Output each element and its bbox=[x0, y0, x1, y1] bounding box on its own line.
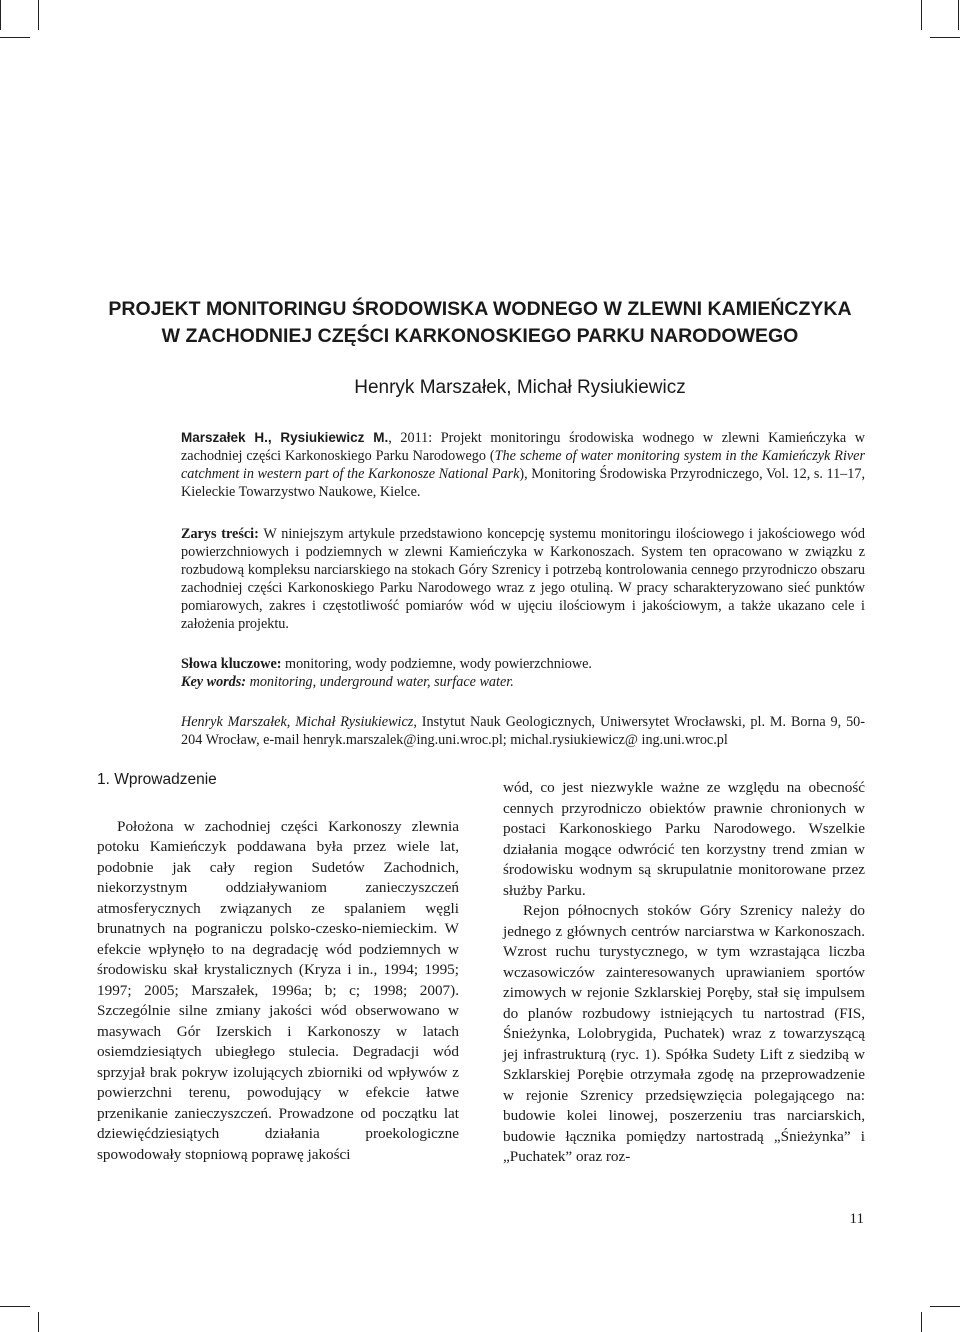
affiliation-names: Henryk Marszałek, Michał Rysiukiewicz bbox=[181, 714, 414, 730]
right-paragraph-1: wód, co jest niezwykle ważne ze względu na obecność cennych przyrodniczo obiektów prawnie chronionych w postaci Karkonoskiego Parku Narodowego. Wszelkie działania mogące odwrócić ten korzystny trend zmian w środowisku wodnym są skrupulatnie monitorowane przez służby Parku. bbox=[503, 779, 865, 899]
right-column bbox=[503, 778, 865, 1168]
title-line-2: W ZACHODNIEJ CZĘŚCI KARKONOSKIEGO PARKU NARODOWEGO bbox=[161, 325, 799, 347]
keywords-pl-text: monitoring, wody podziemne, wody powierzchniowe. bbox=[281, 656, 592, 672]
abstract-text: W niniejszym artykule przedstawiono koncepcję systemu monitoringu ilościowego i jakościowego wód powierzchniowych i podziemnych w zlewni Kamieńczyka w Karkonoszach. System ten opracowano w związku z rozbudową kompleksu narciarskiego na stokach Góry Szrenicy i potrzebą kontrolowania cennego przyrodniczo obszaru zachodniej części Karkonoskiego Parku Narodowego wraz z jego otuliną. W pracy scharakteryzowano sieć punktów pomiarowych, zakres i częstotliwość pomiarów wód w ujęciu ilościowym i jakościowym, a także ukazano cele i założenia projektu. bbox=[181, 526, 865, 632]
citation-block bbox=[181, 429, 865, 501]
crop-mark-left-horizontal bbox=[0, 37, 30, 38]
crop-mark-top-right bbox=[921, 0, 922, 30]
crop-mark-top-right-2 bbox=[958, 0, 959, 30]
page-number: 11 bbox=[849, 1211, 864, 1227]
crop-mark-right-horizontal bbox=[930, 37, 960, 38]
abstract-label: Zarys treści: bbox=[181, 526, 259, 542]
right-paragraph-2: Rejon północnych stoków Góry Szrenicy należy do jednego z głównych centrów narciarstwa w Karkonoszach. Wzrost ruchu turystycznego, w tym wzrastająca liczba wczasowiczów zainteresowanych uprawianiem sportów zimowych w rejonie Szklarskiej Poręby, stał się impulsem do planów rozbudowy istniejących tu nartostrad (FIS, Śnieżynka, Lolobrygida, Puchatek) wraz z towarzyszącą jej infrastrukturą (ryc. 1). Spółka Sudety Lift z siedzibą w Szklarskiej Porębie otrzymała zgodę na przeprowadzenie w rejonie Szrenicy przedsięwzięcia polegającego na: budowie kolei linowej, poszerzeniu tras narciarskich, budowie łącznika pomiędzy nartostradą „Śnieżynka” i „Puchatek” oraz roz- bbox=[503, 902, 865, 1165]
left-paragraph: Położona w zachodniej części Karkonoszy zlewnia potoku Kamieńczyk poddawana była przez wiele lat, podobnie jak cały region Sudetów Zachodnich, niekorzystnym oddziaływaniom zanieczyszczeń atmosferycznych związanych ze spalaniem węgli brunatnych na pograniczu polsko-czesko-niemieckim. W efekcie wpłynęło to na degradację wód podziemnych w środowisku skał krystalicznych (Kryza i in., 1994; 1995; 1997; 2005; Marszałek, 1996a; b; c; 1998; 2007). Szczególnie silne zmiany jakości wód obserwowano w masywach Gór Izerskich i Karkonoszy w latach osiemdziesiątych ubiegłego stulecia. Degradacji wód sprzyjał brak pokryw izolujących zbiorniki od wpływów z powierzchni terenu, powodujący w efekcie łatwe przenikanie zanieczyszczeń. Prowadzone od początku lat dziewięćdziesiątych działania proekologiczne spowodowały stopniową poprawę jakości bbox=[97, 817, 459, 1163]
citation-english-title: The scheme of water monitoring system in the Kamieńczyk River catchment in western part of the Karkonosze National Park bbox=[181, 448, 865, 482]
crop-mark-top-left-2 bbox=[38, 0, 39, 30]
abstract-block bbox=[181, 525, 865, 633]
section-heading: 1. Wprowadzenie bbox=[97, 771, 217, 788]
left-column bbox=[97, 770, 459, 1165]
keywords-en-label: Key words: bbox=[181, 674, 247, 690]
crop-mark-top-left bbox=[0, 0, 1, 30]
crop-mark-bottom-right bbox=[930, 1306, 960, 1307]
keywords-pl-label: Słowa kluczowe: bbox=[181, 656, 282, 672]
title-line-1: PROJEKT MONITORINGU ŚRODOWISKA WODNEGO W ZLEWNI KAMIEŃCZYKA bbox=[108, 298, 852, 320]
article-authors: Henryk Marszałek, Michał Rysiukiewicz bbox=[354, 377, 686, 398]
crop-mark-bottom-left-vertical bbox=[38, 1312, 39, 1332]
citation-tail: ), Monitoring Środowiska Przyrodniczego, Vol. 12, s. 11–17, Kieleckie Towarzystwo Naukowe, Kielce. bbox=[181, 466, 866, 500]
keywords-block bbox=[181, 655, 865, 691]
crop-mark-bottom-left bbox=[0, 1306, 30, 1307]
article-title bbox=[60, 296, 900, 350]
crop-mark-bottom-right-vertical bbox=[921, 1312, 922, 1332]
affiliation-block bbox=[181, 713, 865, 749]
citation-authors: Marszałek H., Rysiukiewicz M. bbox=[181, 430, 389, 445]
citation-year-title: , 2011: Projekt monitoringu środowiska wodnego w zlewni Kamieńczyka w zachodniej części Karkonoskiego Parku Narodowego ( bbox=[181, 430, 865, 464]
affiliation-text: , Instytut Nauk Geologicznych, Uniwersytet Wrocławski, pl. M. Borna 9, 50-204 Wrocław, e-mail henryk.marszalek@ing.uni.wroc.pl; michal.rysiukiewicz@ ing.uni.wroc.pl bbox=[181, 714, 865, 748]
keywords-en-text: monitoring, underground water, surface water. bbox=[246, 674, 514, 690]
